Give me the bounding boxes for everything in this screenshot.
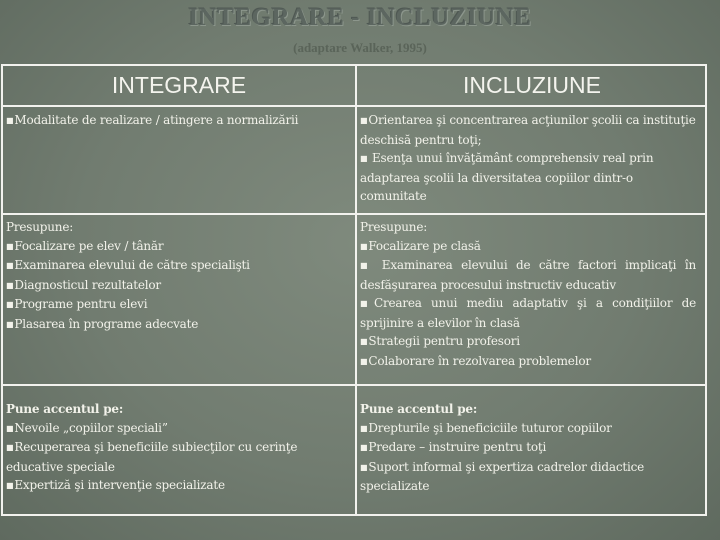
list-item: ■Recuperarea şi beneficiile subiecţilor cu cerinţe educative speciale — [6, 440, 298, 474]
bullet-icon: ■ — [6, 261, 14, 270]
cell-r3-left — [6, 400, 346, 496]
column-header-incluziune: INCLUZIUNE — [462, 72, 601, 98]
slide-title: INTEGRARE - INCLUZIUNE — [188, 4, 532, 31]
list-item: ■Colaborare în rezolvarea problemelor — [360, 353, 591, 368]
list-item: ■Expertiză şi intervenţie specializate — [6, 478, 225, 492]
bullet-icon: ■ — [6, 280, 14, 290]
comparison-table — [1, 64, 707, 516]
bullet-icon: ■ — [360, 261, 373, 270]
bullet-icon: ■ — [6, 443, 14, 452]
list-item: ■Plasarea în programe adecvate — [6, 316, 199, 331]
cell-heading: Presupune: — [6, 220, 74, 234]
list-item: ■Focalizare pe clasă — [360, 238, 481, 253]
bullet-icon: ■ — [360, 116, 368, 125]
row-divider-2 — [3, 384, 705, 386]
bullet-icon: ■ — [6, 319, 14, 329]
bullet-icon: ■ — [360, 423, 368, 433]
list-item: ■Strategii pentru profesori — [360, 334, 520, 348]
bullet-icon: ■ — [360, 337, 368, 346]
list-item: ■Nevoile „copiilor speciali” — [6, 420, 168, 435]
header-divider — [3, 105, 705, 107]
column-header-integrare: INTEGRARE — [111, 72, 247, 98]
cell-r2-right — [360, 218, 696, 371]
cell-r2-left — [6, 218, 346, 334]
bullet-icon: ■ — [6, 300, 14, 309]
bullet-icon: ■ — [6, 423, 14, 433]
list-item: ■Predare – instruire pentru toţi — [360, 440, 547, 454]
bullet-icon: ■ — [360, 241, 368, 251]
list-item: ■Suport informal şi expertiza cadrelor didactice specializate — [360, 459, 645, 493]
bullet-icon: ■ — [6, 116, 14, 125]
bullet-icon: ■ — [360, 154, 368, 163]
list-item: ■Focalizare pe elev / tânăr — [6, 238, 164, 253]
list-item: ■Diagnosticul rezultatelor — [6, 277, 161, 292]
list-item: ■Drepturile şi beneficiciile tuturor copiilor — [360, 420, 612, 435]
cell-r3-right — [360, 400, 700, 496]
cell-heading: Presupune: — [360, 220, 428, 234]
bullet-icon: ■ — [360, 356, 368, 366]
list-item: ■Examinarea elevului de către specialişti — [6, 258, 250, 272]
bullet-icon: ■ — [360, 443, 368, 452]
list-item: ■Modalitate de realizare / atingere a normalizării — [6, 113, 299, 127]
cell-heading: Pune accentul pe: — [360, 402, 478, 416]
list-item: ■ Esenţa unui învăţământ comprehensiv real prin adaptarea şcolii la diversitatea copiilor dintr-o comunitate — [360, 151, 654, 203]
cell-r1-left — [6, 111, 346, 131]
list-item: ■ Examinarea elevului de către factori implicaţi în desfăşurarea procesului instructiv educativ — [360, 258, 696, 292]
column-divider — [355, 66, 357, 514]
bullet-icon: ■ — [360, 462, 368, 472]
bullet-icon: ■ — [360, 299, 373, 308]
bullet-icon: ■ — [6, 241, 14, 251]
cell-r1-right — [360, 111, 700, 206]
list-item: ■Crearea unui mediu adaptativ şi a condiţiilor de sprijinire a elevilor în clasă — [360, 296, 697, 330]
row-divider-1 — [3, 213, 705, 215]
bullet-icon: ■ — [6, 481, 14, 490]
list-item: ■Orientarea şi concentrarea acţiunilor şcolii ca instituţie deschisă pentru toţi; — [360, 113, 696, 147]
list-item: ■Programe pentru elevi — [6, 297, 148, 311]
cell-heading: Pune accentul pe: — [6, 402, 124, 416]
slide-subtitle: (adaptare Walker, 1995) — [293, 40, 427, 55]
